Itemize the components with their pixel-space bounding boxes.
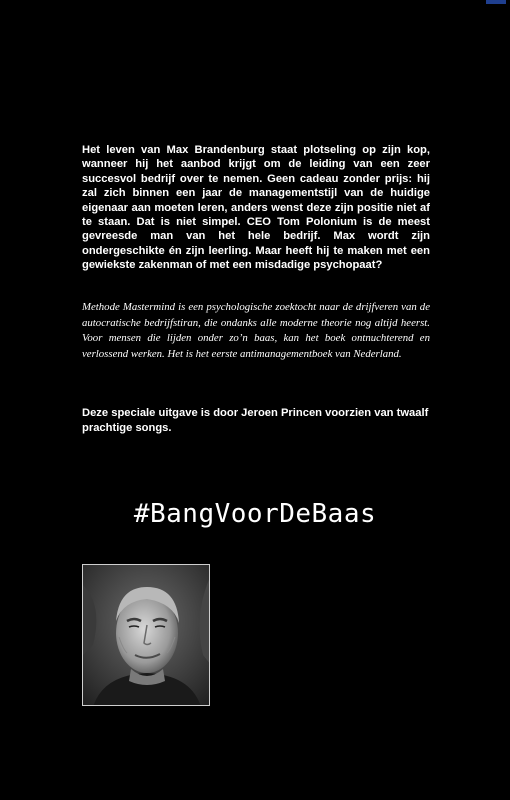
special-edition-text: Deze speciale uitgave is door Jeroen Princen voorzien van twaalf prachtige songs. [82,407,429,434]
author-portrait [82,564,210,706]
blurb-text: Het leven van Max Brandenburg staat plotseling op zijn kop, wanneer hij het aanbod krijgt om de leiding van een zeer succesvol bedrijf over te nemen. Geen cadeau zonder prijs: hij zal zich binnen een jaar de managementstijl van de huidige eigenaar aan moeten leren, anders wenst deze zijn positie niet af te staan. Dat is niet simpel. CEO Tom Polonium is de meest gevreesde man van het hele bedrijf. Max wordt zijn ondergeschikte én zijn leerling. Maar heeft hij te maken met een gewiekste zakenman of met een misdadige psychopaat? [82,144,430,272]
corner-mark [486,0,506,4]
description-text: Methode Mastermind is een psychologische zoektocht naar de drijfveren van de autocratische bedrijfstiran, die ondanks alle moderne theorie nog altijd heerst. Voor mensen die lijden onder zo’n baas, kan het boek ontnuchterend en verlossend werken. Het is het eerste antimanagementboek van Nederland. [82,301,430,360]
hashtag-title: #BangVoorDeBaas [133,499,377,529]
